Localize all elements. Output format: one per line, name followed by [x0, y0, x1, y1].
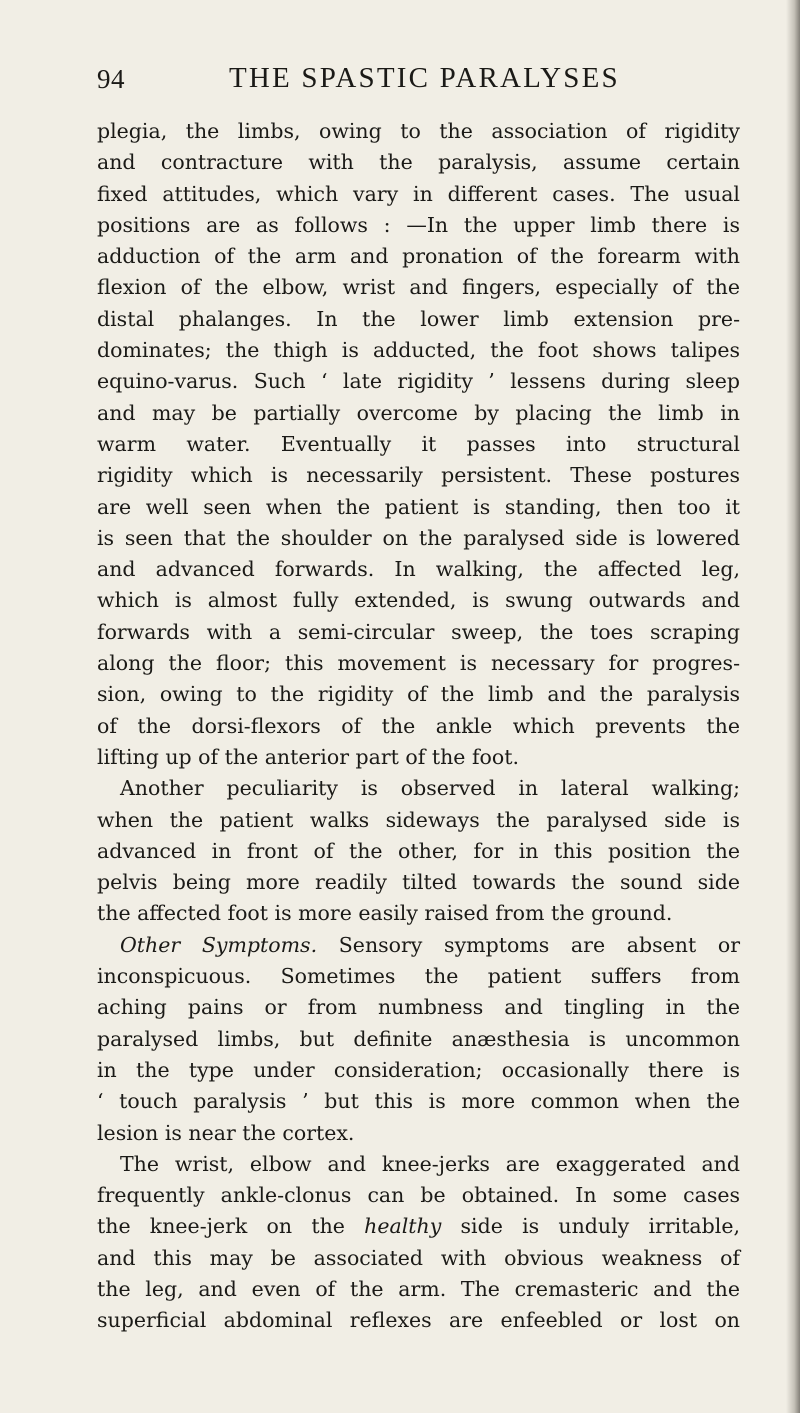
text-line: lesion is near the cortex. — [97, 1120, 355, 1145]
text-line: when the patient walks sideways the paralysed side is — [97, 807, 740, 832]
text-fragment: side is unduly irritable, — [460, 1214, 740, 1239]
text-line: paralysed limbs, but definite anæsthesia is uncommon — [97, 1026, 740, 1051]
text-line: are well seen when the patient is standing, then too it — [97, 494, 740, 519]
text-line: adduction of the arm and pronation of the forearm with — [97, 244, 740, 269]
text-line: is seen that the shoulder on the paralysed side is lowered — [97, 525, 740, 550]
text-line: positions are as follows : —In the upper limb there is — [97, 212, 740, 237]
running-head: THE SPASTIC PARALYSES — [229, 62, 620, 94]
text-line: frequently ankle-clonus can be obtained. In some cases — [97, 1183, 740, 1208]
text-line: and contracture with the paralysis, assume certain — [97, 150, 740, 175]
text-line: and may be partially overcome by placing the limb in — [97, 400, 740, 425]
text-line: sion, owing to the rigidity of the limb and the paralysis — [97, 682, 740, 707]
text-line — [97, 1211, 740, 1242]
text-line: pelvis being more readily tilted towards the sound side — [97, 870, 740, 895]
emphasis-healthy: healthy — [364, 1214, 442, 1239]
text-line: dominates; the thigh is adducted, the foot shows talipes — [97, 338, 740, 363]
page-header — [97, 60, 737, 104]
text-line: rigidity which is necessarily persistent. These postures — [97, 463, 740, 488]
text-line: Another peculiarity is observed in lateral walking; — [120, 776, 740, 801]
text-line: the affected foot is more easily raised from the ground. — [97, 901, 673, 926]
text-line: which is almost fully extended, is swung outwards and — [97, 588, 740, 613]
text-fragment: the knee-jerk on the — [97, 1214, 345, 1239]
text-line: warm water. Eventually it passes into structural — [97, 431, 740, 456]
text-line: superficial abdominal reflexes are enfeebled or lost on — [97, 1308, 740, 1333]
text-line: the leg, and even of the arm. The cremasteric and the — [97, 1276, 740, 1301]
section-heading-other-symptoms: Other Symptoms. — [120, 932, 318, 957]
text-line: lifting up of the anterior part of the foot. — [97, 744, 519, 769]
text-line: fixed attitudes, which vary in different cases. The usual — [97, 181, 740, 206]
body-text — [97, 116, 740, 1337]
text-line: along the floor; this movement is necessary for progres- — [97, 651, 740, 676]
text-line: plegia, the limbs, owing to the association of rigidity — [97, 119, 740, 143]
page-edge-shadow — [786, 0, 800, 1413]
text-line: aching pains or from numbness and tingling in the — [97, 995, 740, 1020]
text-line: advanced in front of the other, for in this position the — [97, 838, 740, 863]
text-line: in the type under consideration; occasionally there is — [97, 1057, 740, 1082]
text-line: distal phalanges. In the lower limb extension pre- — [97, 306, 740, 331]
text-fragment: Sensory symptoms are absent or — [338, 932, 740, 957]
text-line: ‘ touch paralysis ’ but this is more common when the — [97, 1089, 740, 1114]
text-line: and this may be associated with obvious weakness of — [97, 1245, 740, 1270]
text-line: inconspicuous. Sometimes the patient suffers from — [97, 964, 740, 989]
text-line: flexion of the elbow, wrist and fingers, especially of the — [97, 275, 740, 300]
page-number: 94 — [97, 64, 125, 94]
text-line — [97, 930, 740, 961]
text-line: forwards with a semi-circular sweep, the toes scraping — [97, 619, 740, 644]
text-line: of the dorsi-flexors of the ankle which prevents the — [97, 713, 740, 738]
text-line: equino-varus. Such ‘ late rigidity ’ lessens during sleep — [97, 369, 740, 394]
text-line: and advanced forwards. In walking, the affected leg, — [97, 557, 740, 582]
text-line: The wrist, elbow and knee-jerks are exaggerated and — [120, 1151, 740, 1176]
